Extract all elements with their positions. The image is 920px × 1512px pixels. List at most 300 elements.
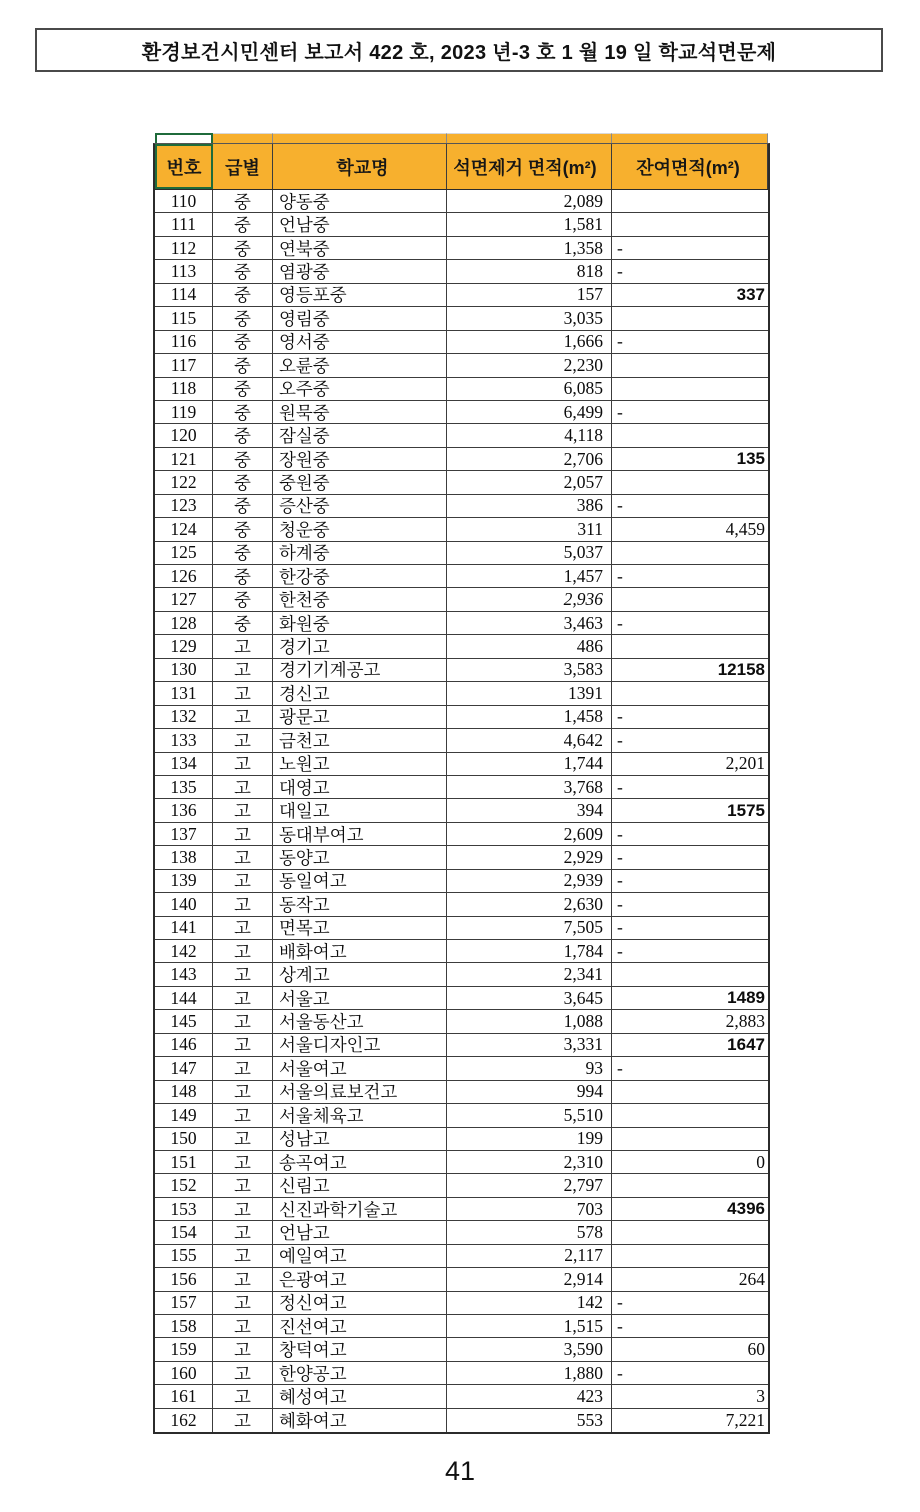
remaining-area-cell: 1647 bbox=[727, 1034, 765, 1054]
school-name-cell: 혜성여고 bbox=[273, 1385, 447, 1407]
row-number-cell: 161 bbox=[155, 1385, 213, 1407]
school-name-cell: 한양공고 bbox=[273, 1362, 447, 1384]
table-row bbox=[155, 893, 768, 916]
table-row bbox=[155, 1198, 768, 1221]
removed-area-cell: 486 bbox=[447, 635, 612, 657]
remaining-area-cell bbox=[612, 1104, 768, 1126]
remaining-area-cell: 60 bbox=[747, 1339, 765, 1360]
school-level-cell: 고 bbox=[213, 1057, 273, 1079]
school-name-cell: 송곡여고 bbox=[273, 1151, 447, 1173]
removed-area-cell: 1,880 bbox=[447, 1362, 612, 1384]
removed-area-cell: 142 bbox=[447, 1292, 612, 1314]
row-number-cell: 141 bbox=[155, 917, 213, 939]
school-level-cell: 중 bbox=[213, 518, 273, 540]
school-name-cell: 진선여고 bbox=[273, 1315, 447, 1337]
table-row bbox=[155, 424, 768, 447]
school-level-cell: 중 bbox=[213, 542, 273, 564]
row-number-cell: 137 bbox=[155, 823, 213, 845]
removed-area-cell: 3,331 bbox=[447, 1034, 612, 1056]
remaining-area-cell bbox=[612, 213, 768, 235]
table-row bbox=[155, 729, 768, 752]
school-name-cell: 서울체육고 bbox=[273, 1104, 447, 1126]
removed-area-cell: 4,118 bbox=[447, 424, 612, 446]
removed-area-cell: 423 bbox=[447, 1385, 612, 1407]
table-row bbox=[155, 846, 768, 869]
table-row bbox=[155, 1010, 768, 1033]
removed-area-cell: 703 bbox=[447, 1198, 612, 1220]
school-name-cell: 양동중 bbox=[273, 190, 447, 212]
school-name-cell: 오륜중 bbox=[273, 354, 447, 376]
row-number-cell: 138 bbox=[155, 846, 213, 868]
school-level-cell: 고 bbox=[213, 1292, 273, 1314]
school-name-cell: 서울고 bbox=[273, 987, 447, 1009]
table-row bbox=[155, 565, 768, 588]
school-name-cell: 동일여고 bbox=[273, 870, 447, 892]
removed-area-cell: 3,590 bbox=[447, 1338, 612, 1360]
school-name-cell: 예일여고 bbox=[273, 1245, 447, 1267]
removed-area-cell: 1,458 bbox=[447, 706, 612, 728]
school-name-cell: 한강중 bbox=[273, 565, 447, 587]
remaining-area-cell: 3 bbox=[756, 1386, 765, 1407]
remaining-area-cell bbox=[612, 542, 768, 564]
table-row bbox=[155, 1104, 768, 1127]
table-row bbox=[155, 659, 768, 682]
removed-area-cell: 2,706 bbox=[447, 448, 612, 470]
school-level-cell: 고 bbox=[213, 917, 273, 939]
school-name-cell: 서울디자인고 bbox=[273, 1034, 447, 1056]
removed-area-cell: 818 bbox=[447, 260, 612, 282]
row-number-cell: 148 bbox=[155, 1081, 213, 1103]
school-name-cell: 영림중 bbox=[273, 307, 447, 329]
row-number-cell: 143 bbox=[155, 963, 213, 985]
school-level-cell: 중 bbox=[213, 588, 273, 610]
table-row bbox=[155, 776, 768, 799]
row-number-cell: 126 bbox=[155, 565, 213, 587]
school-name-cell: 노원고 bbox=[273, 753, 447, 775]
removed-area-cell: 1,666 bbox=[447, 331, 612, 353]
school-level-cell: 중 bbox=[213, 190, 273, 212]
remaining-area-cell bbox=[612, 190, 768, 212]
school-level-cell: 고 bbox=[213, 682, 273, 704]
school-name-cell: 신림고 bbox=[273, 1174, 447, 1196]
row-number-cell: 159 bbox=[155, 1338, 213, 1360]
top-strip-cell-1 bbox=[155, 133, 213, 143]
removed-area-cell: 311 bbox=[447, 518, 612, 540]
school-name-cell: 한천중 bbox=[273, 588, 447, 610]
row-number-cell: 129 bbox=[155, 635, 213, 657]
row-number-cell: 128 bbox=[155, 612, 213, 634]
removed-area-cell: 1,784 bbox=[447, 940, 612, 962]
removed-area-cell: 1,581 bbox=[447, 213, 612, 235]
remaining-area-cell bbox=[612, 424, 768, 446]
school-level-cell: 고 bbox=[213, 706, 273, 728]
row-number-cell: 136 bbox=[155, 799, 213, 821]
row-number-cell: 115 bbox=[155, 307, 213, 329]
remaining-area-cell bbox=[612, 682, 768, 704]
remaining-area-cell: 1489 bbox=[727, 988, 765, 1008]
remaining-area-cell: - bbox=[617, 729, 623, 750]
removed-area-cell: 1391 bbox=[447, 682, 612, 704]
row-number-cell: 130 bbox=[155, 659, 213, 681]
table-top-partial-row bbox=[153, 133, 770, 143]
school-level-cell: 중 bbox=[213, 378, 273, 400]
table-row bbox=[155, 378, 768, 401]
row-number-cell: 142 bbox=[155, 940, 213, 962]
remaining-area-cell bbox=[612, 1128, 768, 1150]
table-body-border bbox=[153, 143, 770, 1434]
removed-area-cell: 93 bbox=[447, 1057, 612, 1079]
removed-area-cell: 1,744 bbox=[447, 753, 612, 775]
school-name-cell: 하계중 bbox=[273, 542, 447, 564]
table-row bbox=[155, 588, 768, 611]
remaining-area-cell: - bbox=[617, 940, 623, 961]
remaining-area-cell: - bbox=[617, 401, 623, 422]
remaining-area-cell: 337 bbox=[736, 284, 765, 304]
remaining-area-cell: 7,221 bbox=[725, 1409, 765, 1430]
school-level-cell: 고 bbox=[213, 1221, 273, 1243]
row-number-cell: 144 bbox=[155, 987, 213, 1009]
remaining-area-cell: - bbox=[617, 870, 623, 891]
row-number-cell: 157 bbox=[155, 1292, 213, 1314]
remaining-area-cell: - bbox=[617, 261, 623, 282]
school-name-cell: 영서중 bbox=[273, 331, 447, 353]
school-level-cell: 중 bbox=[213, 612, 273, 634]
table-row bbox=[155, 917, 768, 940]
remaining-area-cell: - bbox=[617, 331, 623, 352]
table-row bbox=[155, 1338, 768, 1361]
school-level-cell: 고 bbox=[213, 1362, 273, 1384]
removed-area-cell: 2,057 bbox=[447, 471, 612, 493]
removed-area-cell: 1,358 bbox=[447, 237, 612, 259]
school-name-cell: 창덕여고 bbox=[273, 1338, 447, 1360]
row-number-cell: 111 bbox=[155, 213, 213, 235]
row-number-cell: 113 bbox=[155, 260, 213, 282]
remaining-area-cell: 2,201 bbox=[725, 753, 765, 774]
row-number-cell: 149 bbox=[155, 1104, 213, 1126]
school-name-cell: 경기기계공고 bbox=[273, 659, 447, 681]
removed-area-cell: 553 bbox=[447, 1409, 612, 1432]
row-number-cell: 117 bbox=[155, 354, 213, 376]
row-number-cell: 133 bbox=[155, 729, 213, 751]
table-row bbox=[155, 823, 768, 846]
school-level-cell: 고 bbox=[213, 635, 273, 657]
school-level-cell: 고 bbox=[213, 893, 273, 915]
school-name-cell: 면목고 bbox=[273, 917, 447, 939]
remaining-area-cell: 4,459 bbox=[725, 518, 765, 539]
school-level-cell: 고 bbox=[213, 940, 273, 962]
row-number-cell: 121 bbox=[155, 448, 213, 470]
school-level-cell: 중 bbox=[213, 331, 273, 353]
report-header-box bbox=[35, 28, 883, 72]
school-level-cell: 중 bbox=[213, 237, 273, 259]
table-row bbox=[155, 331, 768, 354]
removed-area-cell: 2,230 bbox=[447, 354, 612, 376]
school-name-cell: 성남고 bbox=[273, 1128, 447, 1150]
removed-area-cell: 578 bbox=[447, 1221, 612, 1243]
remaining-area-cell: 0 bbox=[756, 1151, 765, 1172]
school-level-cell: 고 bbox=[213, 1034, 273, 1056]
removed-area-cell: 6,085 bbox=[447, 378, 612, 400]
row-number-cell: 122 bbox=[155, 471, 213, 493]
table-row bbox=[155, 1128, 768, 1151]
row-number-cell: 116 bbox=[155, 331, 213, 353]
table-row bbox=[155, 1245, 768, 1268]
school-level-cell: 고 bbox=[213, 1268, 273, 1290]
row-number-cell: 146 bbox=[155, 1034, 213, 1056]
row-number-cell: 152 bbox=[155, 1174, 213, 1196]
row-number-cell: 145 bbox=[155, 1010, 213, 1032]
school-level-cell: 중 bbox=[213, 495, 273, 517]
table-row bbox=[155, 1385, 768, 1408]
removed-area-cell: 2,117 bbox=[447, 1245, 612, 1267]
school-name-cell: 화원중 bbox=[273, 612, 447, 634]
school-name-cell: 동양고 bbox=[273, 846, 447, 868]
school-level-cell: 중 bbox=[213, 424, 273, 446]
removed-area-cell: 5,037 bbox=[447, 542, 612, 564]
removed-area-cell: 3,645 bbox=[447, 987, 612, 1009]
table-row bbox=[155, 401, 768, 424]
row-number-cell: 127 bbox=[155, 588, 213, 610]
school-name-cell: 원묵중 bbox=[273, 401, 447, 423]
school-name-cell: 서울동산고 bbox=[273, 1010, 447, 1032]
column-header-5: 잔여면적(m²) bbox=[612, 144, 768, 189]
remaining-area-cell: 264 bbox=[738, 1268, 765, 1289]
table-row bbox=[155, 213, 768, 236]
school-level-cell: 고 bbox=[213, 1174, 273, 1196]
remaining-area-cell bbox=[612, 378, 768, 400]
school-level-cell: 고 bbox=[213, 1385, 273, 1407]
report-header-text: 환경보건시민센터 보고서 422 호, 2023 년-3 호 1 월 19 일 학교석면문제 bbox=[141, 41, 777, 64]
table-row bbox=[155, 237, 768, 260]
table-row bbox=[155, 753, 768, 776]
school-level-cell: 고 bbox=[213, 659, 273, 681]
row-number-cell: 162 bbox=[155, 1409, 213, 1432]
row-number-cell: 158 bbox=[155, 1315, 213, 1337]
table-row bbox=[155, 495, 768, 518]
remaining-area-cell: - bbox=[617, 237, 623, 258]
school-level-cell: 고 bbox=[213, 753, 273, 775]
removed-area-cell: 2,630 bbox=[447, 893, 612, 915]
table-row bbox=[155, 260, 768, 283]
school-name-cell: 혜화여고 bbox=[273, 1409, 447, 1432]
school-name-cell: 중원중 bbox=[273, 471, 447, 493]
table-row bbox=[155, 635, 768, 658]
table-row bbox=[155, 1151, 768, 1174]
school-level-cell: 고 bbox=[213, 1081, 273, 1103]
school-level-cell: 중 bbox=[213, 260, 273, 282]
school-level-cell: 고 bbox=[213, 823, 273, 845]
row-number-cell: 140 bbox=[155, 893, 213, 915]
top-strip-cell-5 bbox=[612, 133, 768, 143]
table-row bbox=[155, 870, 768, 893]
table-row bbox=[155, 940, 768, 963]
school-name-cell: 상계고 bbox=[273, 963, 447, 985]
school-name-cell: 광문고 bbox=[273, 706, 447, 728]
table-row bbox=[155, 987, 768, 1010]
table-row bbox=[155, 518, 768, 541]
row-number-cell: 114 bbox=[155, 284, 213, 306]
school-name-cell: 염광중 bbox=[273, 260, 447, 282]
school-name-cell: 경신고 bbox=[273, 682, 447, 704]
row-number-cell: 131 bbox=[155, 682, 213, 704]
row-number-cell: 124 bbox=[155, 518, 213, 540]
removed-area-cell: 2,609 bbox=[447, 823, 612, 845]
removed-area-cell: 2,341 bbox=[447, 963, 612, 985]
remaining-area-cell bbox=[612, 963, 768, 985]
row-number-cell: 112 bbox=[155, 237, 213, 259]
row-number-cell: 119 bbox=[155, 401, 213, 423]
school-name-cell: 증산중 bbox=[273, 495, 447, 517]
remaining-area-cell: - bbox=[617, 1292, 623, 1313]
school-level-cell: 고 bbox=[213, 1338, 273, 1360]
school-level-cell: 고 bbox=[213, 1198, 273, 1220]
school-level-cell: 고 bbox=[213, 987, 273, 1009]
row-number-cell: 160 bbox=[155, 1362, 213, 1384]
removed-area-cell: 6,499 bbox=[447, 401, 612, 423]
removed-area-cell: 2,089 bbox=[447, 190, 612, 212]
table-row bbox=[155, 1362, 768, 1385]
remaining-area-cell: 135 bbox=[736, 449, 765, 469]
removed-area-cell: 7,505 bbox=[447, 917, 612, 939]
top-strip-cell-2 bbox=[213, 133, 273, 143]
remaining-area-cell: 2,883 bbox=[725, 1011, 765, 1032]
asbestos-removal-table bbox=[153, 133, 770, 1434]
removed-area-cell: 2,929 bbox=[447, 846, 612, 868]
school-level-cell: 고 bbox=[213, 846, 273, 868]
row-number-cell: 125 bbox=[155, 542, 213, 564]
removed-area-cell: 394 bbox=[447, 799, 612, 821]
remaining-area-cell: 12158 bbox=[717, 659, 765, 679]
school-level-cell: 고 bbox=[213, 1409, 273, 1432]
school-level-cell: 중 bbox=[213, 565, 273, 587]
remaining-area-cell: - bbox=[617, 776, 623, 797]
table-rows bbox=[155, 190, 768, 1432]
school-name-cell: 장원중 bbox=[273, 448, 447, 470]
school-name-cell: 경기고 bbox=[273, 635, 447, 657]
removed-area-cell: 1,515 bbox=[447, 1315, 612, 1337]
school-level-cell: 중 bbox=[213, 307, 273, 329]
remaining-area-cell bbox=[612, 588, 768, 610]
removed-area-cell: 157 bbox=[447, 284, 612, 306]
remaining-area-cell: - bbox=[617, 706, 623, 727]
school-name-cell: 동대부여고 bbox=[273, 823, 447, 845]
remaining-area-cell: - bbox=[617, 612, 623, 633]
removed-area-cell: 3,768 bbox=[447, 776, 612, 798]
table-row bbox=[155, 542, 768, 565]
row-number-cell: 151 bbox=[155, 1151, 213, 1173]
school-name-cell: 청운중 bbox=[273, 518, 447, 540]
remaining-area-cell: 4396 bbox=[727, 1199, 765, 1219]
top-strip-cell-3 bbox=[273, 133, 447, 143]
remaining-area-cell: - bbox=[617, 1057, 623, 1078]
school-name-cell: 오주중 bbox=[273, 378, 447, 400]
school-level-cell: 고 bbox=[213, 1315, 273, 1337]
remaining-area-cell bbox=[612, 635, 768, 657]
school-level-cell: 고 bbox=[213, 776, 273, 798]
school-level-cell: 중 bbox=[213, 354, 273, 376]
table-row bbox=[155, 682, 768, 705]
school-name-cell: 대영고 bbox=[273, 776, 447, 798]
remaining-area-cell: - bbox=[617, 495, 623, 516]
school-level-cell: 중 bbox=[213, 284, 273, 306]
remaining-area-cell bbox=[612, 307, 768, 329]
removed-area-cell: 2,797 bbox=[447, 1174, 612, 1196]
table-row bbox=[155, 1409, 768, 1432]
removed-area-cell: 2,936 bbox=[447, 588, 612, 610]
column-header-4: 석면제거 면적(m²) bbox=[447, 144, 612, 189]
school-name-cell: 잠실중 bbox=[273, 424, 447, 446]
table-row bbox=[155, 612, 768, 635]
removed-area-cell: 386 bbox=[447, 495, 612, 517]
table-row bbox=[155, 1081, 768, 1104]
school-name-cell: 서울의료보건고 bbox=[273, 1081, 447, 1103]
school-level-cell: 고 bbox=[213, 729, 273, 751]
row-number-cell: 110 bbox=[155, 190, 213, 212]
remaining-area-cell: - bbox=[617, 917, 623, 938]
remaining-area-cell: - bbox=[617, 1315, 623, 1336]
row-number-cell: 147 bbox=[155, 1057, 213, 1079]
remaining-area-cell: - bbox=[617, 893, 623, 914]
removed-area-cell: 1,088 bbox=[447, 1010, 612, 1032]
school-name-cell: 신진과학기술고 bbox=[273, 1198, 447, 1220]
school-name-cell: 동작고 bbox=[273, 893, 447, 915]
school-name-cell: 연북중 bbox=[273, 237, 447, 259]
school-name-cell: 영등포중 bbox=[273, 284, 447, 306]
remaining-area-cell bbox=[612, 471, 768, 493]
table-row bbox=[155, 1315, 768, 1338]
row-number-cell: 150 bbox=[155, 1128, 213, 1150]
removed-area-cell: 1,457 bbox=[447, 565, 612, 587]
row-number-cell: 118 bbox=[155, 378, 213, 400]
removed-area-cell: 2,310 bbox=[447, 1151, 612, 1173]
remaining-area-cell: - bbox=[617, 1362, 623, 1383]
table-row bbox=[155, 448, 768, 471]
school-name-cell: 언남고 bbox=[273, 1221, 447, 1243]
row-number-cell: 156 bbox=[155, 1268, 213, 1290]
row-number-cell: 155 bbox=[155, 1245, 213, 1267]
table-row bbox=[155, 1174, 768, 1197]
removed-area-cell: 2,914 bbox=[447, 1268, 612, 1290]
top-strip-cell-4 bbox=[447, 133, 612, 143]
table-row bbox=[155, 354, 768, 377]
table-row bbox=[155, 307, 768, 330]
table-row bbox=[155, 284, 768, 307]
removed-area-cell: 3,463 bbox=[447, 612, 612, 634]
column-header-3: 학교명 bbox=[273, 144, 447, 189]
school-level-cell: 중 bbox=[213, 471, 273, 493]
table-row bbox=[155, 471, 768, 494]
school-level-cell: 고 bbox=[213, 799, 273, 821]
table-row bbox=[155, 1268, 768, 1291]
school-name-cell: 금천고 bbox=[273, 729, 447, 751]
row-number-cell: 153 bbox=[155, 1198, 213, 1220]
table-row bbox=[155, 963, 768, 986]
school-level-cell: 고 bbox=[213, 1245, 273, 1267]
row-number-cell: 139 bbox=[155, 870, 213, 892]
removed-area-cell: 3,035 bbox=[447, 307, 612, 329]
row-number-cell: 132 bbox=[155, 706, 213, 728]
removed-area-cell: 994 bbox=[447, 1081, 612, 1103]
remaining-area-cell bbox=[612, 1081, 768, 1103]
school-name-cell: 정신여고 bbox=[273, 1292, 447, 1314]
remaining-area-cell bbox=[612, 1221, 768, 1243]
remaining-area-cell: - bbox=[617, 846, 623, 867]
remaining-area-cell: - bbox=[617, 823, 623, 844]
removed-area-cell: 199 bbox=[447, 1128, 612, 1150]
school-name-cell: 배화여고 bbox=[273, 940, 447, 962]
school-name-cell: 은광여고 bbox=[273, 1268, 447, 1290]
removed-area-cell: 4,642 bbox=[447, 729, 612, 751]
